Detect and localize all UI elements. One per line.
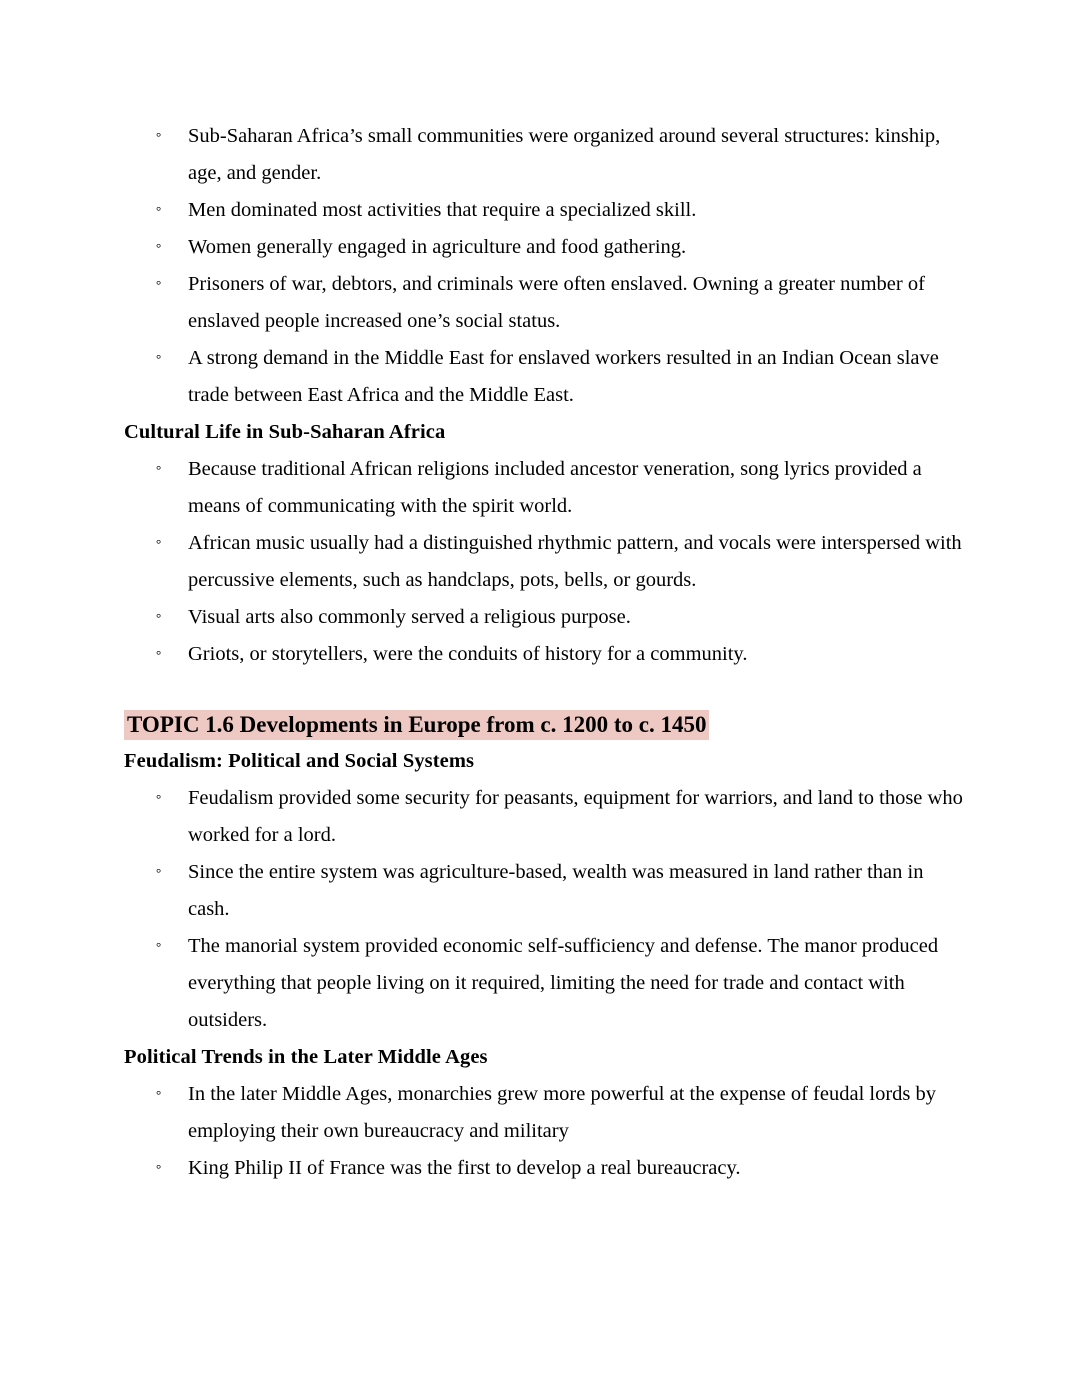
list-item-text: Because traditional African religions included ancestor veneration, song lyrics provided a means of communicating with the spirit world. <box>188 458 922 517</box>
list-item-text: Men dominated most activities that require a specialized skill. <box>188 199 697 221</box>
list-item-text: Griots, or storytellers, were the conduits of history for a community. <box>188 643 748 665</box>
list-item <box>124 780 970 854</box>
list-item <box>124 525 970 599</box>
list-item <box>124 599 970 636</box>
list-item-text: King Philip II of France was the first to develop a real bureaucracy. <box>188 1157 741 1179</box>
list-item <box>124 1150 970 1187</box>
bullet-marker-icon: ° <box>156 647 162 662</box>
section-heading-political-trends: Political Trends in the Later Middle Ages <box>124 1046 488 1068</box>
topic-heading <box>124 706 970 743</box>
list-item-text: Since the entire system was agriculture-based, wealth was measured in land rather than in cash. <box>188 861 924 920</box>
list-item-text: Prisoners of war, debtors, and criminals were often enslaved. Owning a greater number of enslaved people increased one’s social status. <box>188 273 925 332</box>
list-item <box>124 636 970 673</box>
bullet-list-political-trends <box>124 1076 970 1187</box>
bullet-marker-icon: ° <box>156 1161 162 1176</box>
bullet-marker-icon: ° <box>156 865 162 880</box>
list-item-text: In the later Middle Ages, monarchies grew more powerful at the expense of feudal lords by employing their own bureaucracy and military <box>188 1083 937 1142</box>
list-item <box>124 1076 970 1150</box>
list-item <box>124 266 970 340</box>
bullet-marker-icon: ° <box>156 939 162 954</box>
list-item-text: Visual arts also commonly served a religious purpose. <box>188 606 631 628</box>
bullet-list-feudalism <box>124 780 970 1039</box>
bullet-marker-icon: ° <box>156 129 162 144</box>
list-item-text: Sub-Saharan Africa’s small communities were organized around several structures: kinship, age, and gender. <box>188 125 941 184</box>
list-item <box>124 854 970 928</box>
bullet-marker-icon: ° <box>156 240 162 255</box>
spacer <box>124 673 970 706</box>
list-item-text: Feudalism provided some security for peasants, equipment for warriors, and land to those who worked for a lord. <box>188 787 963 846</box>
list-item-text: A strong demand in the Middle East for enslaved workers resulted in an Indian Ocean slave trade between East Africa and the Middle East. <box>188 347 939 406</box>
list-item <box>124 192 970 229</box>
bullet-marker-icon: ° <box>156 536 162 551</box>
list-item <box>124 118 970 192</box>
bullet-list-social-structures <box>124 118 970 414</box>
bullet-marker-icon: ° <box>156 610 162 625</box>
list-item-text: Women generally engaged in agriculture and food gathering. <box>188 236 687 258</box>
list-item <box>124 340 970 414</box>
section-heading-cultural-life: Cultural Life in Sub-Saharan Africa <box>124 421 446 443</box>
bullet-marker-icon: ° <box>156 351 162 366</box>
list-item-text: African music usually had a distinguished rhythmic pattern, and vocals were interspersed with percussive elements, such as handclaps, pots, bells, or gourds. <box>188 532 962 591</box>
bullet-marker-icon: ° <box>156 277 162 292</box>
bullet-marker-icon: ° <box>156 1087 162 1102</box>
section-heading-feudalism: Feudalism: Political and Social Systems <box>124 750 475 772</box>
topic-heading-highlight: TOPIC 1.6 Developments in Europe from c. 1200 to c. 1450 <box>124 710 709 740</box>
list-item-text: The manorial system provided economic self-sufficiency and defense. The manor produced everything that people living on it required, limiting the need for trade and contact with outsiders. <box>188 935 939 1031</box>
list-item <box>124 229 970 266</box>
bullet-marker-icon: ° <box>156 462 162 477</box>
list-item <box>124 451 970 525</box>
list-item <box>124 928 970 1039</box>
bullet-list-cultural-life <box>124 451 970 673</box>
bullet-marker-icon: ° <box>156 791 162 806</box>
bullet-marker-icon: ° <box>156 203 162 218</box>
